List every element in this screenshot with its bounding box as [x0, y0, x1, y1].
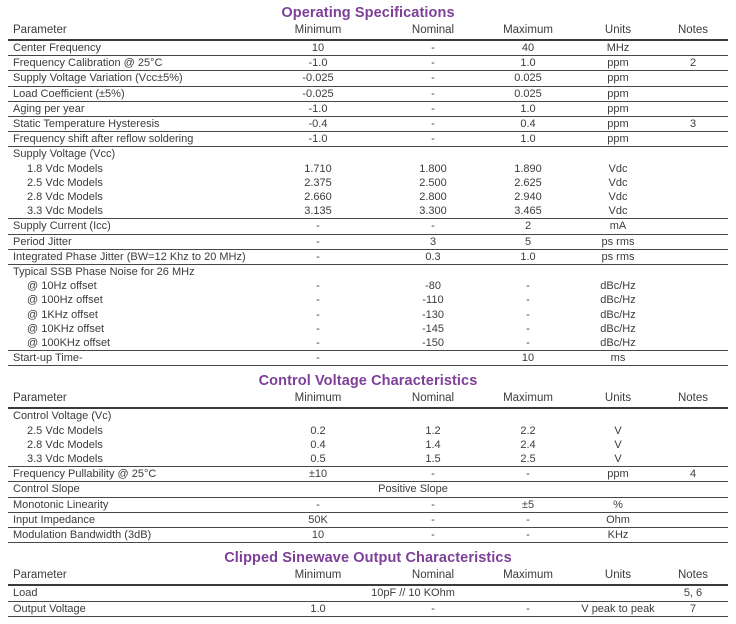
max-cell: 2.2 [520, 424, 536, 437]
max-cell: 1.890 [514, 162, 542, 175]
table-row [8, 117, 728, 132]
units-cell: KHz [578, 528, 658, 543]
col-header-parameter: Parameter [8, 568, 248, 585]
table-row [8, 293, 728, 307]
units-cell: ppm [578, 467, 658, 482]
units-cell: Vdc [608, 191, 628, 204]
table-row [8, 497, 728, 512]
clipped-sinewave-output-characteristics-section [8, 550, 728, 616]
max-cell: 0.025 [478, 86, 578, 101]
control-voltage-characteristics-table [8, 391, 728, 543]
min-cell: 10 [248, 528, 388, 543]
notes-cell [658, 336, 728, 351]
notes-cell [658, 101, 728, 116]
nom-cell: - [388, 601, 478, 616]
max-cell: - [526, 294, 530, 307]
units-cell: ps rms [578, 234, 658, 249]
max-cell: 2.4 [520, 438, 536, 451]
table-row [8, 528, 728, 543]
spanned-value-cell: 10pF // 10 KOhm [248, 585, 578, 601]
units-cell: dBc/Hz [600, 280, 636, 293]
notes-cell [658, 482, 728, 497]
units-cell [578, 482, 658, 497]
nom-cell: 1.800 [419, 162, 447, 175]
min-cell: 1.0 [248, 601, 388, 616]
parameter-cell: Frequency shift after reflow soldering [8, 132, 248, 147]
nom-cell: - [388, 56, 478, 71]
table-row [8, 322, 728, 336]
table-row [8, 101, 728, 116]
min-cell: 0.5 [248, 452, 388, 467]
table-row [8, 249, 728, 264]
table-row [8, 308, 728, 322]
max-cell: 1.0 [478, 132, 578, 147]
max-cell: - [478, 601, 578, 616]
max-cell: 1.0 [478, 101, 578, 116]
min-cell: - [248, 497, 388, 512]
parameter-cell: Integrated Phase Jitter (BW=12 Khz to 20 MHz) [8, 249, 248, 264]
notes-cell [658, 528, 728, 543]
parameter-cell: Static Temperature Hysteresis [8, 117, 248, 132]
parameter-cell: Supply Voltage Variation (Vcc±5%) [8, 71, 248, 86]
parameter-cell: Typical SSB Phase Noise for 26 MHz [13, 266, 195, 279]
max-cell: - [478, 336, 578, 351]
notes-cell [658, 162, 728, 176]
min-cell: 0.2 [310, 424, 326, 437]
notes-cell [658, 71, 728, 86]
notes-cell: 7 [658, 601, 728, 616]
units-cell: dBc/Hz [600, 322, 636, 335]
units-cell: Vdc [608, 176, 628, 189]
notes-cell [658, 322, 728, 336]
nom-cell: 2.500 [419, 176, 447, 189]
parameter-cell: @ 100KHz offset [8, 336, 248, 351]
min-cell [248, 408, 388, 423]
nom-cell: 0.3 [388, 249, 478, 264]
units-cell: V peak to peak [578, 601, 658, 616]
nom-cell: - [388, 71, 478, 86]
units-cell: ms [578, 351, 658, 366]
min-cell: -0.025 [248, 86, 388, 101]
control-voltage-characteristics-section [8, 373, 728, 543]
min-cell: 50K [248, 512, 388, 527]
col-header-parameter: Parameter [8, 23, 248, 40]
nom-cell: - [388, 219, 478, 234]
table-row [8, 336, 728, 351]
table-row [8, 40, 728, 56]
nom-cell: 2.800 [419, 191, 447, 204]
table-row [8, 190, 728, 204]
nom-cell: - [388, 40, 478, 56]
clipped-sinewave-output-characteristics-table [8, 568, 728, 616]
notes-cell [658, 204, 728, 219]
parameter-cell: Supply Current (Icc) [8, 219, 248, 234]
notes-cell [658, 308, 728, 322]
notes-cell [658, 190, 728, 204]
col-header-notes: Notes [658, 391, 728, 408]
min-cell: -1.0 [248, 56, 388, 71]
col-header-notes: Notes [658, 23, 728, 40]
parameter-cell: 3.3 Vdc Models [8, 204, 248, 219]
notes-cell [658, 176, 728, 190]
table-row [8, 424, 728, 438]
table-row [8, 585, 728, 601]
notes-cell [658, 452, 728, 467]
table-row [8, 408, 728, 423]
max-cell [478, 147, 578, 162]
notes-cell: 4 [658, 467, 728, 482]
notes-cell: 5, 6 [658, 585, 728, 601]
min-cell: - [248, 234, 388, 249]
nom-cell: 1.2 [425, 424, 441, 437]
nom-cell [388, 351, 478, 366]
notes-cell: 2 [658, 56, 728, 71]
min-cell: - [316, 308, 320, 321]
max-cell: - [526, 322, 530, 335]
header-row [8, 568, 728, 585]
units-cell: ps rms [578, 249, 658, 264]
nom-cell: - [388, 528, 478, 543]
table-row [8, 132, 728, 147]
notes-cell [658, 40, 728, 56]
units-cell: ppm [578, 71, 658, 86]
units-cell: ppm [578, 101, 658, 116]
notes-cell [658, 293, 728, 307]
nom-cell: - [388, 497, 478, 512]
parameter-cell: 2.5 Vdc Models [27, 424, 103, 437]
col-header-minimum: Minimum [248, 391, 388, 408]
parameter-cell: Period Jitter [8, 234, 248, 249]
table-row [8, 56, 728, 71]
units-cell: Vdc [608, 162, 628, 175]
max-cell: 3.465 [478, 204, 578, 219]
notes-cell [658, 497, 728, 512]
table-row [8, 204, 728, 219]
units-cell [578, 408, 658, 423]
table-row [8, 512, 728, 527]
notes-cell [658, 265, 728, 280]
min-cell: 1.710 [304, 162, 332, 175]
units-cell: dBc/Hz [578, 336, 658, 351]
nom-cell: 1.4 [425, 438, 441, 451]
max-cell: ±5 [478, 497, 578, 512]
min-cell: - [248, 351, 388, 366]
min-cell: -1.0 [248, 132, 388, 147]
table-row [8, 219, 728, 234]
notes-cell [658, 132, 728, 147]
min-cell: - [316, 322, 320, 335]
col-header-maximum: Maximum [478, 391, 578, 408]
header-row [8, 391, 728, 408]
operating-specifications-table [8, 23, 728, 366]
min-cell: 0.4 [310, 438, 326, 451]
units-cell: ppm [578, 117, 658, 132]
table-row [8, 467, 728, 482]
max-cell: 1.0 [478, 56, 578, 71]
parameter-cell: @ 10KHz offset [27, 322, 104, 335]
notes-cell [658, 234, 728, 249]
notes-cell: 3 [658, 117, 728, 132]
units-cell: ppm [578, 132, 658, 147]
max-cell: 2 [478, 219, 578, 234]
parameter-cell: 2.8 Vdc Models [27, 191, 103, 204]
col-header-minimum: Minimum [248, 23, 388, 40]
parameter-cell: 3.3 Vdc Models [8, 452, 248, 467]
min-cell: - [316, 294, 320, 307]
parameter-cell: @ 10Hz offset [27, 280, 97, 293]
col-header-units: Units [578, 568, 658, 585]
notes-cell [658, 147, 728, 162]
nom-cell: -80 [425, 280, 441, 293]
table-row [8, 147, 728, 162]
section-title-operating-specifications: Operating Specifications [281, 5, 455, 21]
table-row [8, 482, 728, 497]
units-cell: V [614, 424, 622, 437]
max-cell [478, 408, 578, 423]
max-cell: 1.0 [478, 249, 578, 264]
parameter-cell: Supply Voltage (Vcc) [13, 148, 116, 161]
min-cell [248, 147, 388, 162]
nom-cell: 3 [388, 234, 478, 249]
nom-cell: - [388, 86, 478, 101]
min-cell: ±10 [248, 467, 388, 482]
max-cell: - [478, 467, 578, 482]
units-cell: V [614, 438, 622, 451]
nom-cell: -145 [421, 322, 445, 335]
min-cell: - [248, 249, 388, 264]
nom-cell: - [388, 101, 478, 116]
nom-cell: - [388, 117, 478, 132]
parameter-cell: Load [8, 585, 248, 601]
max-cell: 2.5 [478, 452, 578, 467]
notes-cell [658, 279, 728, 293]
table-row [8, 279, 728, 293]
table-row [8, 234, 728, 249]
section-title-clipped-sinewave-output-characteristics: Clipped Sinewave Output Characteristics [224, 550, 512, 567]
parameter-cell: @ 100Hz offset [27, 294, 103, 307]
col-header-nominal: Nominal [388, 568, 478, 585]
max-cell: 0.4 [478, 117, 578, 132]
units-cell [578, 265, 658, 280]
min-cell: 2.375 [304, 176, 332, 189]
max-cell: 10 [478, 351, 578, 366]
min-cell: -0.4 [248, 117, 388, 132]
parameter-cell: Input Impedance [8, 512, 248, 527]
parameter-cell: Frequency Pullability @ 25°C [8, 467, 248, 482]
min-cell: 2.660 [304, 191, 332, 204]
notes-cell [658, 438, 728, 452]
max-cell: - [526, 308, 530, 321]
nom-cell [388, 265, 478, 280]
parameter-cell: 2.8 Vdc Models [27, 438, 103, 451]
min-cell: -1.0 [248, 101, 388, 116]
parameter-cell: Control Slope [8, 482, 248, 497]
units-cell: V [578, 452, 658, 467]
parameter-cell: Center Frequency [8, 40, 248, 56]
units-cell [578, 147, 658, 162]
spanned-value-cell: Positive Slope [248, 482, 578, 497]
max-cell: - [478, 528, 578, 543]
table-row [8, 452, 728, 467]
col-header-units: Units [578, 23, 658, 40]
notes-cell [658, 351, 728, 366]
max-cell: 2.625 [514, 176, 542, 189]
max-cell: - [526, 280, 530, 293]
parameter-cell: 2.5 Vdc Models [27, 176, 103, 189]
nom-cell [388, 147, 478, 162]
parameter-cell: Output Voltage [8, 601, 248, 616]
max-cell: - [478, 512, 578, 527]
min-cell: 3.135 [248, 204, 388, 219]
notes-cell [658, 249, 728, 264]
col-header-notes: Notes [658, 568, 728, 585]
min-cell: - [248, 336, 388, 351]
units-cell: % [578, 497, 658, 512]
table-row [8, 71, 728, 86]
notes-cell [658, 86, 728, 101]
col-header-maximum: Maximum [478, 23, 578, 40]
parameter-cell: Load Coefficient (±5%) [8, 86, 248, 101]
nom-cell [388, 408, 478, 423]
parameter-cell: 1.8 Vdc Models [27, 162, 103, 175]
max-cell: 5 [478, 234, 578, 249]
parameter-cell: @ 1KHz offset [27, 308, 98, 321]
table-row [8, 162, 728, 176]
min-cell: - [248, 219, 388, 234]
parameter-cell: Modulation Bandwidth (3dB) [8, 528, 248, 543]
units-cell: Ohm [578, 512, 658, 527]
notes-cell [658, 219, 728, 234]
nom-cell: -150 [388, 336, 478, 351]
units-cell: ppm [578, 56, 658, 71]
notes-cell [658, 408, 728, 423]
col-header-units: Units [578, 391, 658, 408]
col-header-maximum: Maximum [478, 568, 578, 585]
units-cell: mA [578, 219, 658, 234]
col-header-parameter: Parameter [8, 391, 248, 408]
section-title-control-voltage-characteristics: Control Voltage Characteristics [258, 373, 478, 390]
max-cell: 40 [478, 40, 578, 56]
min-cell: 10 [248, 40, 388, 56]
units-cell: Vdc [578, 204, 658, 219]
nom-cell: -110 [422, 294, 444, 307]
table-row [8, 176, 728, 190]
table-row [8, 265, 728, 280]
units-cell: dBc/Hz [600, 308, 636, 321]
nom-cell: - [388, 512, 478, 527]
header-row [8, 23, 728, 40]
parameter-cell: Monotonic Linearity [8, 497, 248, 512]
max-cell: 0.025 [478, 71, 578, 86]
max-cell: 2.940 [514, 191, 542, 204]
col-header-nominal: Nominal [388, 23, 478, 40]
notes-cell [658, 424, 728, 438]
table-row [8, 601, 728, 616]
table-row [8, 86, 728, 101]
nom-cell: - [388, 132, 478, 147]
min-cell [248, 265, 388, 280]
col-header-nominal: Nominal [388, 391, 478, 408]
nom-cell: 3.300 [388, 204, 478, 219]
units-cell: MHz [578, 40, 658, 56]
table-row [8, 351, 728, 366]
parameter-cell: Aging per year [8, 101, 248, 116]
max-cell [478, 265, 578, 280]
nom-cell: -130 [421, 308, 445, 321]
nom-cell: - [388, 467, 478, 482]
units-cell [578, 585, 658, 601]
min-cell: - [316, 280, 320, 293]
table-row [8, 438, 728, 452]
min-cell: -0.025 [248, 71, 388, 86]
nom-cell: 1.5 [388, 452, 478, 467]
notes-cell [658, 512, 728, 527]
units-cell: dBc/Hz [600, 294, 636, 307]
parameter-cell: Frequency Calibration @ 25°C [8, 56, 248, 71]
parameter-cell: Control Voltage (Vc) [13, 410, 112, 423]
units-cell: ppm [578, 86, 658, 101]
parameter-cell: Start-up Time- [8, 351, 248, 366]
operating-specifications-section [8, 5, 728, 366]
col-header-minimum: Minimum [248, 568, 388, 585]
